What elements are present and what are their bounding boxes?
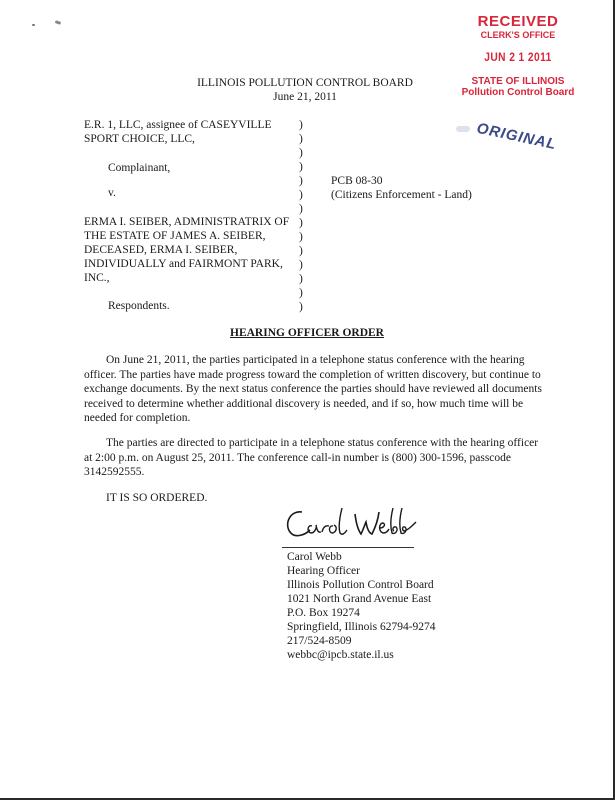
complainant-role: Complainant, [108,162,171,174]
order-paragraph-1-text: On June 21, 2011, the parties participated in a telephone status conference with the hearing officer. The parties have made progress toward the completion of written discovery, but continue to exchange documents. By the next status conference the parties should have reviewed all documents received to determine whether additional discovery is needed, and if so, how much time will be needed for completion. [84,354,542,425]
paren: ) [299,147,303,159]
handwritten-signature [280,500,420,546]
stamp-clerks-office: CLERK'S OFFICE [480,30,556,40]
order-closing: IT IS SO ORDERED. [106,492,208,504]
respondent-line-2: THE ESTATE OF JAMES A. SEIBER, [84,230,266,242]
versus: v. [108,187,116,199]
scan-speck [55,20,62,25]
paren: ) [299,189,303,201]
order-paragraph-2 [84,436,544,480]
paren: ) [299,133,303,145]
paren: ) [299,273,303,285]
original-stamp-smudge [456,126,470,132]
paren: ) [299,231,303,243]
complainant-line-1: E.R. 1, LLC, assignee of CASEYVILLE [84,119,272,131]
signer-phone: 217/524-8509 [287,635,352,647]
signer-org: Illinois Pollution Control Board [287,579,434,591]
complainant-line-2: SPORT CHOICE, LLC, [84,133,195,145]
respondent-line-1: ERMA I. SEIBER, ADMINISTRATRIX OF [84,216,290,228]
order-date: June 21, 2011 [273,91,337,103]
received-stamp [452,14,584,98]
order-paragraph-2-text: The parties are directed to participate in a telephone status conference with the hearing officer at 2:00 p.m. on August 25, 2011. The conference call-in number is (800) 300-1596, passcode 3142592555. [84,437,539,479]
case-type: (Citizens Enforcement - Land) [331,189,472,201]
signer-name: Carol Webb [287,551,342,563]
paren: ) [299,161,303,173]
paren: ) [299,217,303,229]
scan-speck [32,24,35,26]
order-paragraph-1 [84,353,544,426]
respondent-line-3: DECEASED, ERMA I. SEIBER, [84,244,238,256]
order-title: HEARING OFFICER ORDER [230,327,384,339]
board-heading: ILLINOIS POLLUTION CONTROL BOARD [197,77,413,89]
signature-line [282,547,414,548]
original-stamp: ORIGINAL [475,119,559,154]
paren: ) [299,287,303,299]
respondent-line-5: INC., [84,272,110,284]
stamp-received: RECEIVED [477,13,559,30]
signer-email: webbc@ipcb.state.il.us [287,649,394,661]
respondent-line-4: INDIVIDUALLY and FAIRMONT PARK, [84,258,283,270]
paren: ) [299,175,303,187]
stamp-date: JUN 2 1 2011 [484,50,552,64]
signer-address-2: P.O. Box 19274 [287,607,360,619]
signer-city: Springfield, Illinois 62794-9274 [287,621,436,633]
paren: ) [299,119,303,131]
signer-title: Hearing Officer [287,565,360,577]
signer-address-1: 1021 North Grand Avenue East [287,593,432,605]
stamp-board: Pollution Control Board [461,87,575,98]
stamp-state: STATE OF ILLINOIS [471,76,565,87]
signature-block [287,550,436,662]
paren: ) [299,203,303,215]
case-number: PCB 08-30 [331,175,383,187]
paren: ) [299,245,303,257]
respondent-role: Respondents. [108,300,170,312]
paren: ) [299,301,303,313]
paren: ) [299,259,303,271]
